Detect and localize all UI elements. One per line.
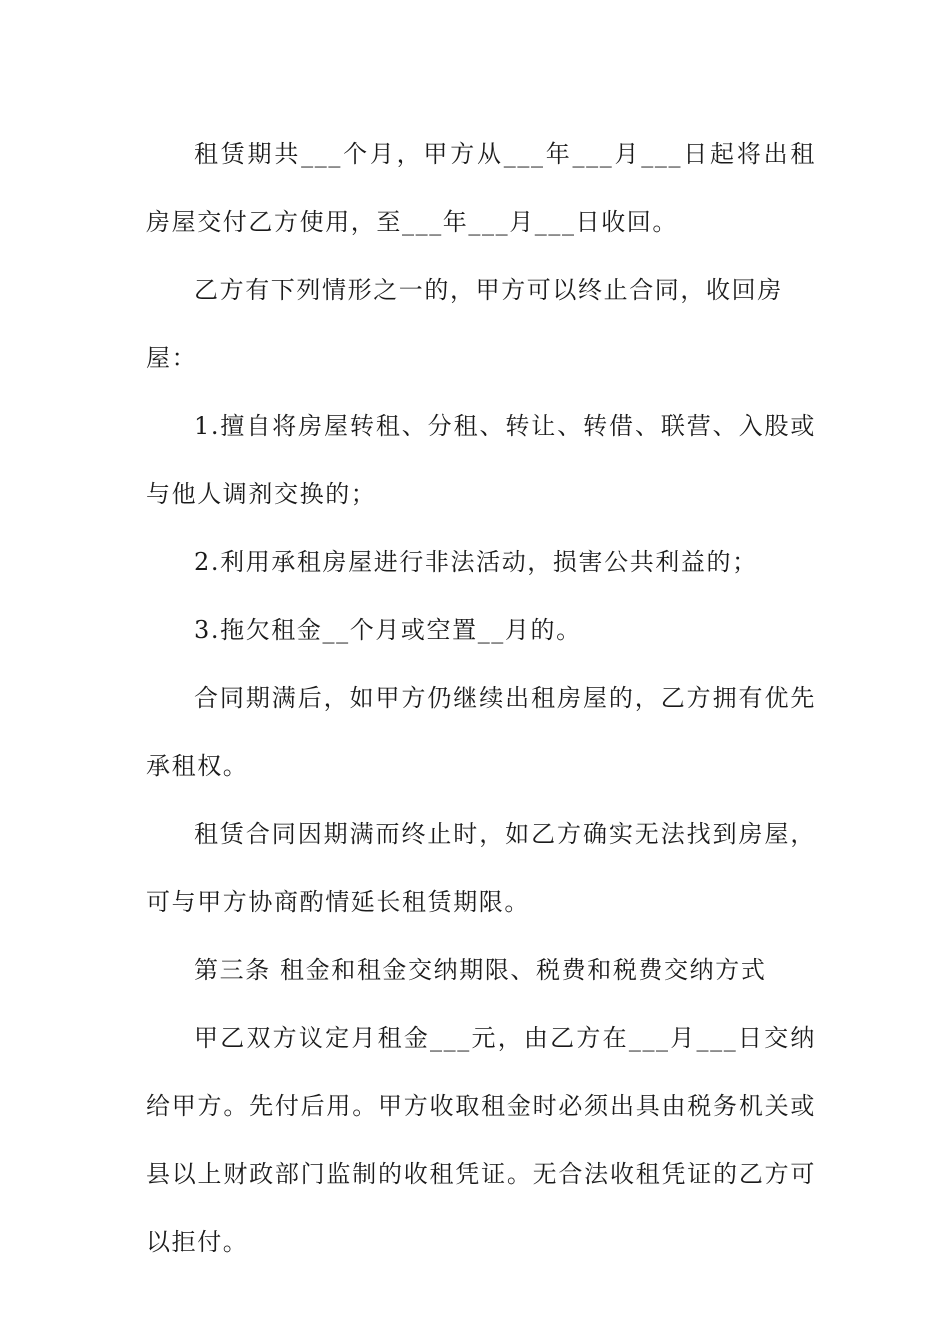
- document-body: [146, 120, 816, 1276]
- paragraph-condition-1: 1.擅自将房屋转租、分租、转让、转借、联营、入股或与他人调剂交换的；: [146, 412, 816, 508]
- paragraph-condition-2: 2.利用承租房屋进行非法活动，损害公共利益的；: [194, 548, 758, 576]
- paragraph-termination-conditions: 乙方有下列情形之一的，甲方可以终止合同，收回房屋：: [146, 276, 783, 372]
- paragraph-lease-term: 租赁期共___个月，甲方从___年___月___日起将出租房屋交付乙方使用，至___年___月___日收回。: [146, 140, 816, 236]
- article-three-heading: 第三条 租金和租金交纳期限、税费和税费交纳方式: [194, 956, 767, 984]
- paragraph-rent-payment: 甲乙双方议定月租金___元，由乙方在___月___日交纳给甲方。先付后用。甲方收取租金时必须出具由税务机关或县以上财政部门监制的收租凭证。无合法收租凭证的乙方可以拒付。: [146, 1024, 816, 1256]
- paragraph-extension: 租赁合同因期满而终止时，如乙方确实无法找到房屋，可与甲方协商酌情延长租赁期限。: [146, 820, 816, 916]
- paragraph-renewal-priority: 合同期满后，如甲方仍继续出租房屋的，乙方拥有优先承租权。: [146, 684, 816, 780]
- paragraph-condition-3: 3.拖欠租金__个月或空置__月的。: [194, 616, 582, 644]
